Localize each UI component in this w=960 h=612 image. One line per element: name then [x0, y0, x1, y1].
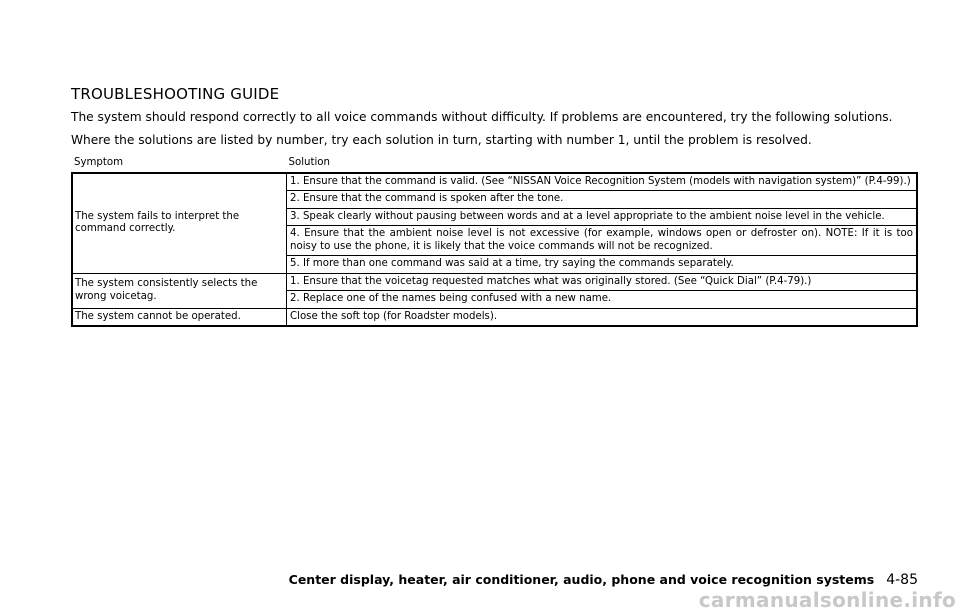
- intro-paragraph: The system should respond correctly to all voice commands without difficulty. If problems are encountered, try the following solutions.: [71, 110, 893, 124]
- footer-section-title: Center display, heater, air conditioner, audio, phone and voice recognition systems: [288, 572, 875, 587]
- solution-cell: 1. Ensure that the voicetag requested matches what was originally stored. (See “Quick Dial” (P.4-79).): [287, 273, 918, 291]
- section-heading: TROUBLESHOOTING GUIDE: [71, 85, 280, 103]
- table-header-row: [72, 155, 917, 173]
- solution-cell: 2. Replace one of the names being confused with a new name.: [287, 291, 918, 309]
- solution-cell: 3. Speak clearly without pausing between words and at a level appropriate to the ambient noise level in the vehicle.: [287, 208, 918, 226]
- solution-cell: Close the soft top (for Roadster models).: [287, 308, 918, 326]
- watermark: carmanualsonline.info: [698, 588, 956, 612]
- page-number: 4-85: [886, 572, 918, 588]
- solution-cell: 4. Ensure that the ambient noise level is not excessive (for example, windows open or defroster on). NOTE: If it is too noisy to use the phone, it is likely that the voice commands will not be recognized.: [287, 226, 918, 256]
- solution-cell: 5. If more than one command was said at a time, try saying the commands separately.: [287, 256, 918, 274]
- table-row: [72, 173, 917, 191]
- solution-cell: 1. Ensure that the command is valid. (See “NISSAN Voice Recognition System (models with navigation system)” (P.4-99).): [287, 173, 918, 191]
- solution-column-header: Solution: [287, 155, 918, 173]
- page-footer: [289, 572, 918, 588]
- solution-cell: 2. Ensure that the command is spoken after the tone.: [287, 191, 918, 209]
- symptom-cell: The system fails to interpret the command correctly.: [72, 173, 287, 274]
- symptom-cell: The system cannot be operated.: [72, 308, 287, 326]
- table-row: [72, 308, 917, 326]
- symptom-cell: The system consistently selects the wrong voicetag.: [72, 273, 287, 308]
- instruction-paragraph: Where the solutions are listed by number, try each solution in turn, starting with number 1, until the problem is resolved.: [71, 133, 812, 147]
- symptom-column-header: Symptom: [72, 155, 287, 173]
- troubleshooting-table: [71, 155, 918, 327]
- document-page: [71, 84, 918, 327]
- table-row: [72, 273, 917, 291]
